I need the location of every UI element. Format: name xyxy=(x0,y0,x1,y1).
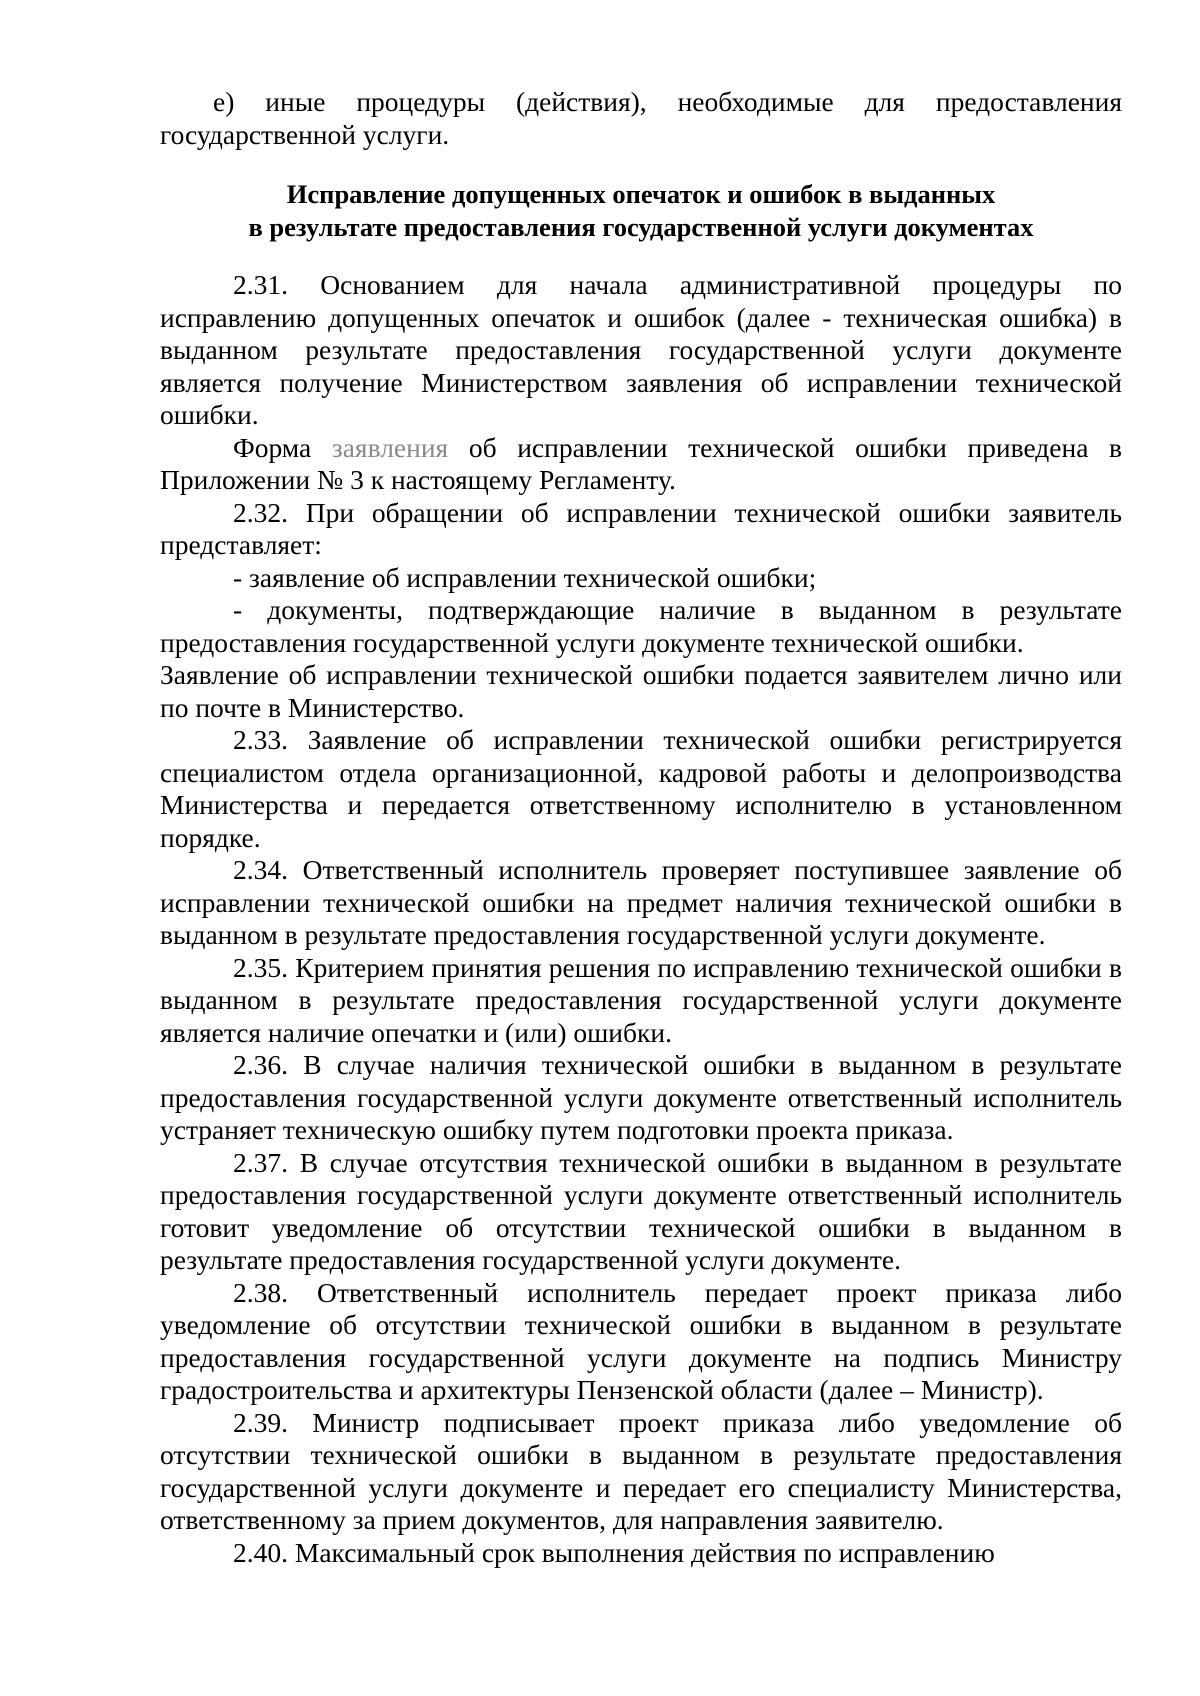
form-text-before: Форма xyxy=(233,431,332,463)
paragraph-2-37: 2.37. В случае отсутствия технической ошибки в выданном в результате предоставления государственной услуги документе ответственный исполнитель готовит уведомление об отсутствии технической ошибки в выданном в результате предоставления государственной услуги документе. xyxy=(160,1146,1122,1275)
form-text-faint: заявления xyxy=(331,431,449,463)
paragraph-2-38: 2.38. Ответственный исполнитель передает проект приказа либо уведомление об отсутствии технической ошибки в выданном в результате предоставления государственной услуги документе на подпись Министру градостроительства и архитектуры Пензенской области (далее – Министр). xyxy=(160,1276,1122,1405)
paragraph-2-34: 2.34. Ответственный исполнитель проверяет поступившее заявление об исправлении технической ошибки на предмет наличия технической ошибки в выданном в результате предоставления государственной услуги документе. xyxy=(160,854,1122,950)
section-heading xyxy=(160,178,1122,243)
list-item: - заявление об исправлении технической ошибки; xyxy=(233,561,817,593)
paragraph-2-33: 2.33. Заявление об исправлении технической ошибки регистрируется специалистом отдела организационной, кадровой работы и делопроизводства Министерства и передается ответственному исполнителю в установленном порядке. xyxy=(160,724,1122,853)
paragraph-2-36: 2.36. В случае наличия технической ошибки в выданном в результате предоставления государственной услуги документе ответственный исполнитель устраняет техническую ошибку путем подготовки проекта приказа. xyxy=(160,1049,1122,1145)
document-body xyxy=(160,86,1122,1569)
section-heading-line-1: Исправление допущенных опечаток и ошибок в выданных xyxy=(286,179,996,209)
paragraph-form xyxy=(160,432,1122,497)
section-heading-line-2: в результате предоставления государственной услуги документах xyxy=(248,211,1034,242)
intro-paragraph: е) иные процедуры (действия), необходимые для предоставления государственной услуги. xyxy=(160,86,1122,150)
list-item: - документы, подтверждающие наличие в выданном в результате предоставления государственной услуги документе технической ошибки. xyxy=(160,594,1122,658)
paragraph-submit: Заявление об исправлении технической ошибки подается заявителем лично или по почте в Министерство. xyxy=(160,659,1122,723)
paragraph-2-39: 2.39. Министр подписывает проект приказа либо уведомление об отсутствии технической ошибки в выданном в результате предоставления государственной услуги документе и передает его специалисту Министерства, ответственному за прием документов, для направления заявителю. xyxy=(160,1406,1122,1535)
paragraph-2-40: 2.40. Максимальный срок выполнения действия по исправлению xyxy=(233,1536,995,1568)
paragraph-2-32: 2.32. При обращении об исправлении технической ошибки заявитель представляет: xyxy=(160,496,1122,560)
paragraph-2-35: 2.35. Критерием принятия решения по исправлению технической ошибки в выданном в результате предоставления государственной услуги документе является наличие опечатки и (или) ошибки. xyxy=(160,951,1122,1048)
form-text-after: об исправлении технической ошибки приведена в Приложении № 3 к настоящему Регламенту. xyxy=(160,431,1123,495)
paragraph-2-31: 2.31. Основанием для начала административной процедуры по исправлению допущенных опечаток и ошибок (далее - техническая ошибка) в выданном результате предоставления государственной услуги документе является получение Министерством заявления об исправлении технической ошибки. xyxy=(160,269,1122,430)
